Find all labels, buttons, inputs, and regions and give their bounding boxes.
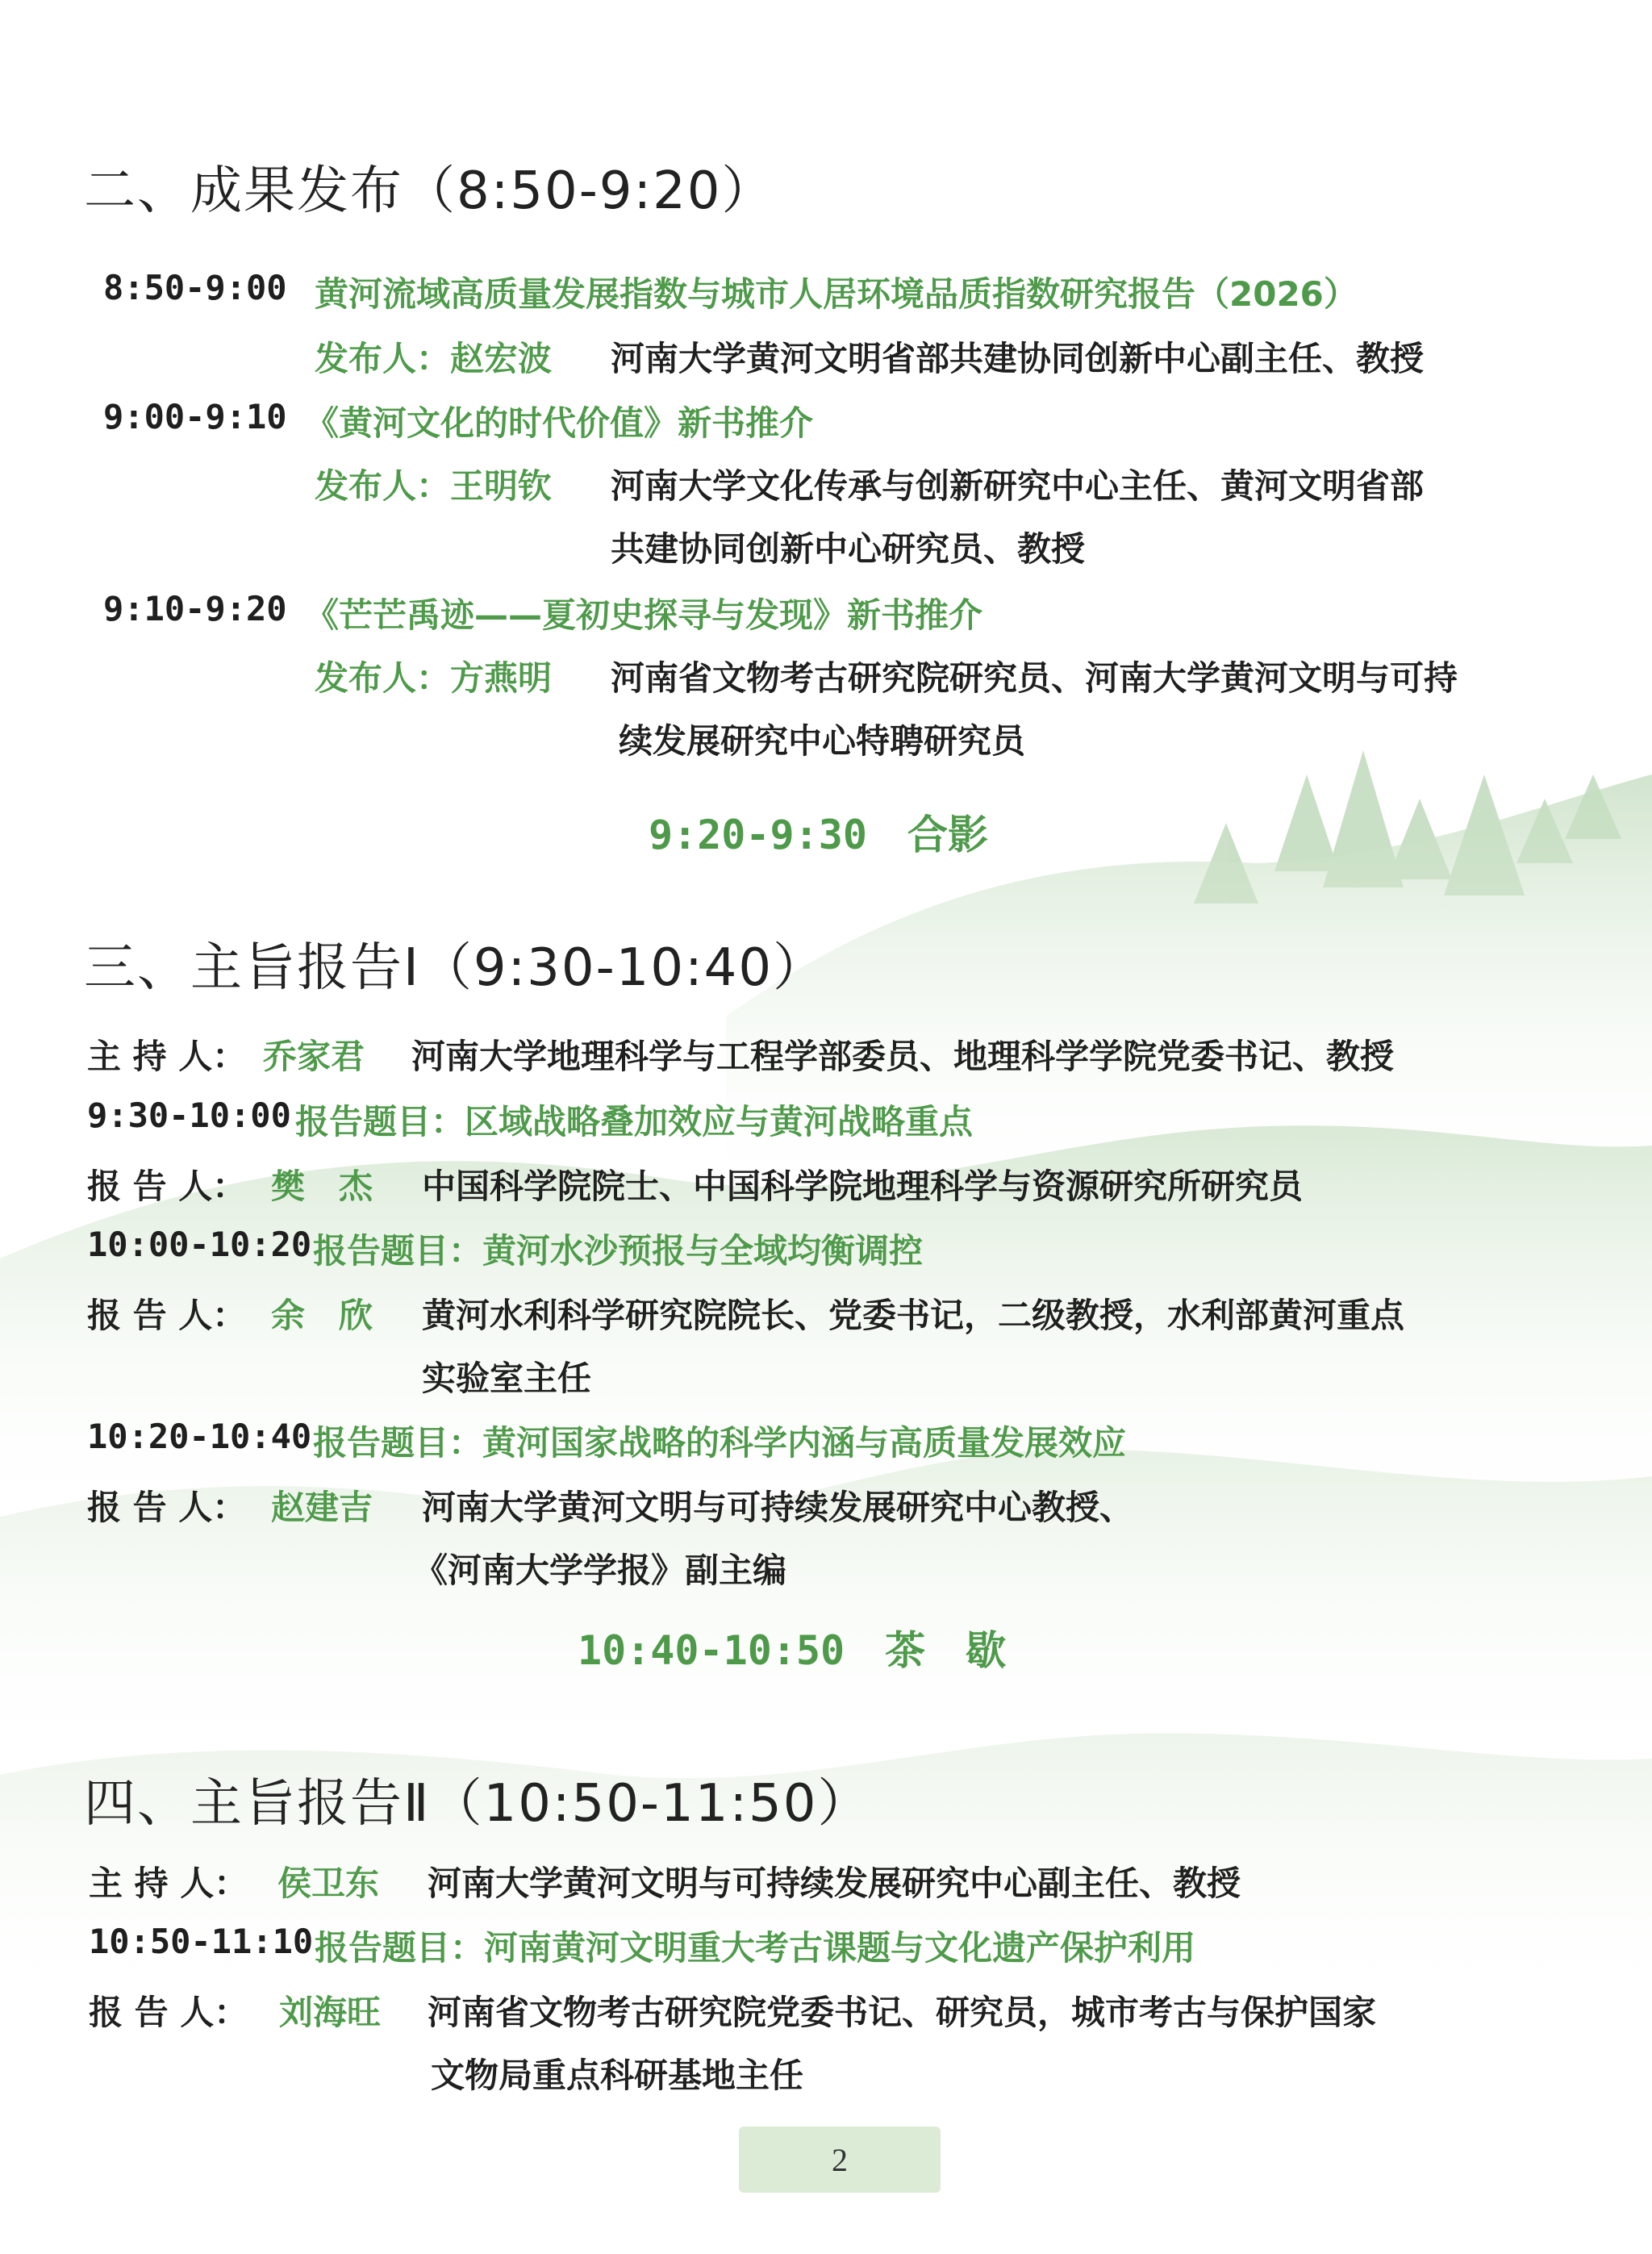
speaker-name: 赵建吉 bbox=[271, 1488, 373, 1527]
release-topic: 《黄河文化的时代价值》新书推介 bbox=[305, 403, 814, 443]
host-name: 侯卫东 bbox=[277, 1864, 380, 1903]
time-slot: 9:00-9:10 bbox=[103, 397, 287, 436]
speaker-label: 报 告 人： bbox=[89, 1993, 248, 2032]
page-number: 2 bbox=[739, 2127, 941, 2193]
time-slot: 10:50-11:10 bbox=[89, 1922, 314, 1961]
time-slot: 10:00-10:20 bbox=[87, 1225, 312, 1264]
host-label: 主 持 人： bbox=[87, 1037, 247, 1076]
speaker-affiliation: 河南大学黄河文明省部共建协同创新中心副主任、教授 bbox=[611, 339, 1425, 378]
release-topic: 黄河流域高质量发展指数与城市人居环境品质指数研究报告（2026） bbox=[315, 274, 1358, 314]
report-topic: 报告题目：河南黄河文明重大考古课题与文化遗产保护利用 bbox=[315, 1928, 1196, 1968]
section-title-keynote-1: 三、主旨报告Ⅰ（9:30-10:40） bbox=[84, 938, 827, 998]
speaker-label: 报 告 人： bbox=[87, 1167, 247, 1206]
section-title-results: 二、成果发布（8:50-9:20） bbox=[84, 161, 775, 221]
speaker-affiliation-cont: 实验室主任 bbox=[422, 1359, 592, 1398]
time-slot: 9:30-10:00 bbox=[87, 1096, 291, 1135]
section-title-keynote-2: 四、主旨报告Ⅱ（10:50-11:50） bbox=[84, 1774, 871, 1834]
report-topic: 报告题目：区域战略叠加效应与黄河战略重点 bbox=[295, 1102, 974, 1142]
speaker-name: 樊 杰 bbox=[271, 1167, 373, 1206]
time-slot: 9:10-9:20 bbox=[103, 589, 287, 628]
speaker-affiliation: 河南大学文化传承与创新研究中心主任、黄河文明省部 bbox=[611, 466, 1425, 506]
release-speaker: 发布人：赵宏波 bbox=[315, 339, 553, 378]
speaker-affiliation-cont: 《河南大学学报》副主编 bbox=[414, 1551, 787, 1590]
speaker-name: 余 欣 bbox=[271, 1296, 373, 1335]
speaker-name: 刘海旺 bbox=[279, 1993, 382, 2032]
speaker-affiliation-cont: 续发展研究中心特聘研究员 bbox=[619, 721, 1026, 761]
speaker-label: 报 告 人： bbox=[87, 1296, 247, 1335]
report-topic: 报告题目：黄河水沙预报与全域均衡调控 bbox=[313, 1231, 924, 1271]
speaker-affiliation: 河南大学黄河文明与可持续发展研究中心教授、 bbox=[422, 1488, 1134, 1527]
host-label: 主 持 人： bbox=[89, 1864, 248, 1903]
host-affiliation: 河南大学地理科学与工程学部委员、地理科学学院党委书记、教授 bbox=[411, 1037, 1395, 1076]
speaker-affiliation-cont: 文物局重点科研基地主任 bbox=[431, 2056, 804, 2095]
speaker-label: 报 告 人： bbox=[87, 1488, 247, 1527]
release-topic: 《芒芒禹迹——夏初史探寻与发现》新书推介 bbox=[305, 595, 983, 635]
speaker-affiliation: 河南省文物考古研究院党委书记、研究员，城市考古与保护国家 bbox=[428, 1993, 1377, 2032]
break-tea: 10:40-10:50 茶 歇 bbox=[578, 1627, 1007, 1674]
speaker-affiliation: 中国科学院院士、中国科学院地理科学与资源研究所研究员 bbox=[422, 1167, 1304, 1206]
release-speaker: 发布人：方燕明 bbox=[315, 658, 553, 698]
report-topic: 报告题目：黄河国家战略的科学内涵与高质量发展效应 bbox=[313, 1423, 1127, 1463]
speaker-affiliation-cont: 共建协同创新中心研究员、教授 bbox=[611, 529, 1086, 569]
host-name: 乔家君 bbox=[263, 1037, 365, 1076]
time-slot: 10:20-10:40 bbox=[87, 1417, 312, 1456]
speaker-affiliation: 黄河水利科学研究院院长、党委书记，二级教授，水利部黄河重点 bbox=[422, 1296, 1405, 1335]
break-photo: 9:20-9:30 合影 bbox=[649, 812, 988, 858]
time-slot: 8:50-9:00 bbox=[103, 268, 287, 307]
host-affiliation: 河南大学黄河文明与可持续发展研究中心副主任、教授 bbox=[428, 1864, 1241, 1903]
speaker-affiliation: 河南省文物考古研究院研究员、河南大学黄河文明与可持 bbox=[611, 658, 1458, 698]
release-speaker: 发布人：王明钦 bbox=[315, 466, 553, 506]
